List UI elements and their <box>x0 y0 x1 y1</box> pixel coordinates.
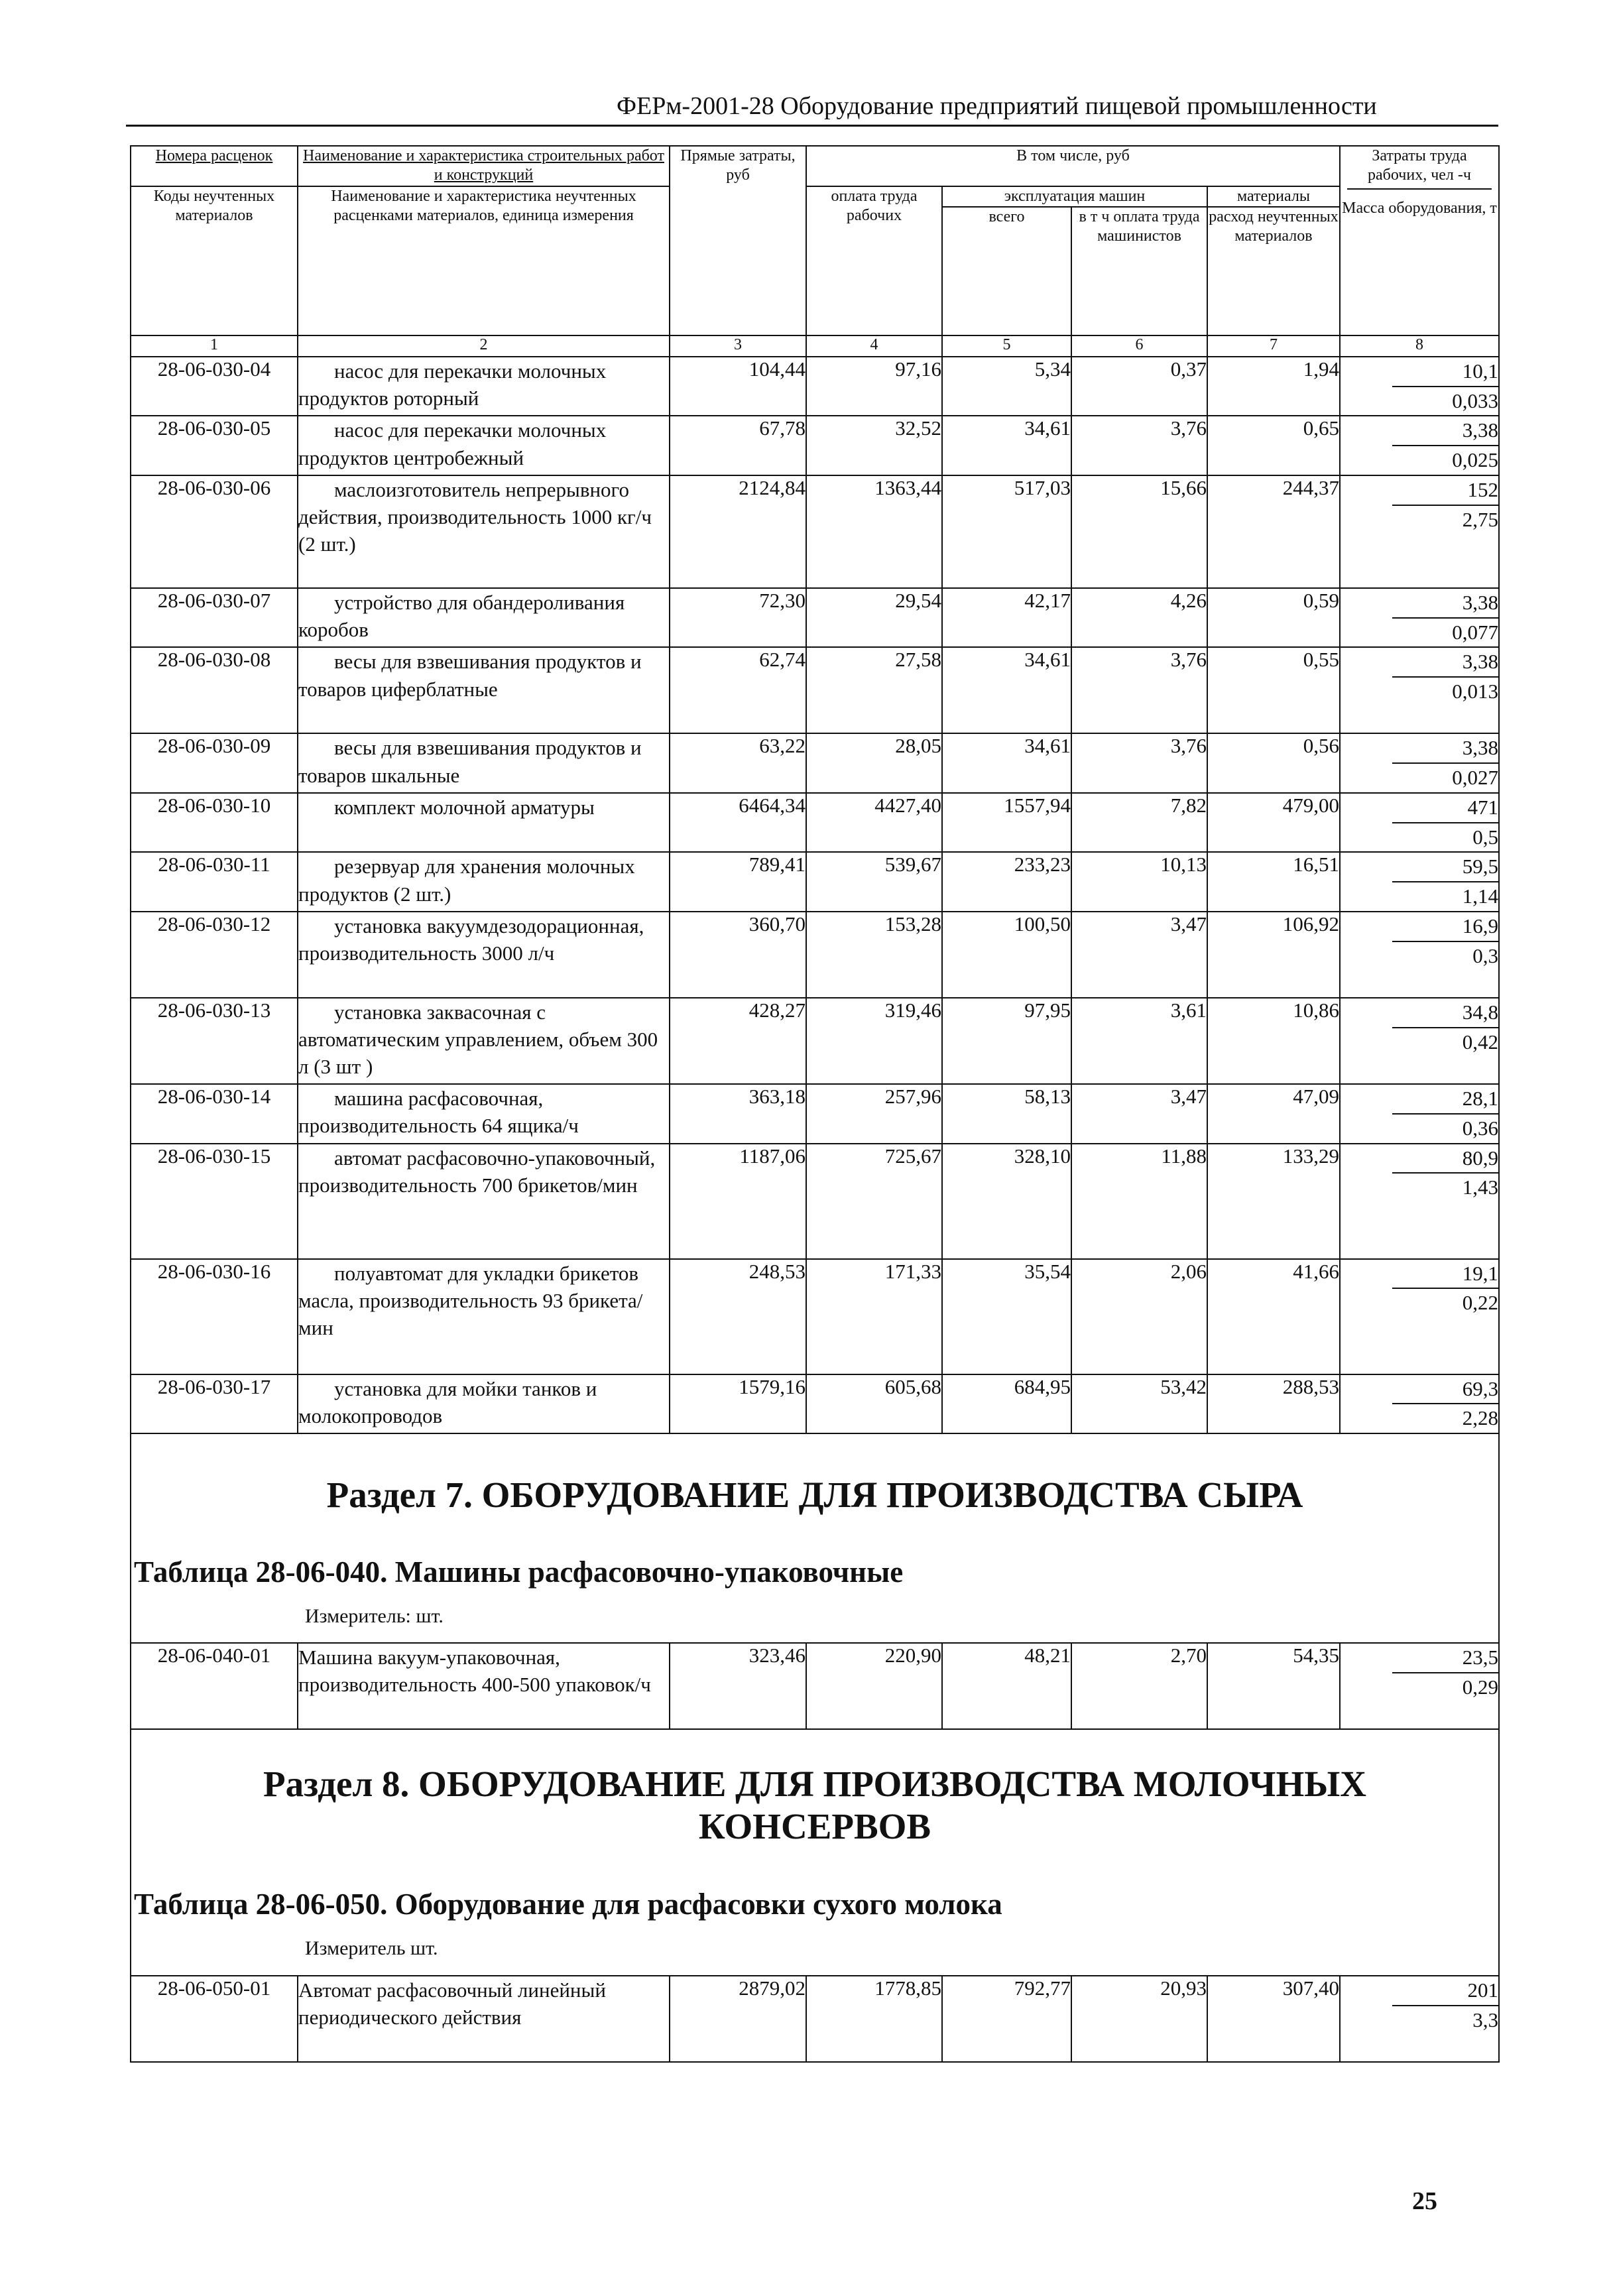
materials: 0,59 <box>1207 588 1340 648</box>
table-row <box>131 793 1499 853</box>
machinist-pay: 3,76 <box>1071 647 1207 733</box>
materials: 0,56 <box>1207 733 1340 793</box>
code-header-top: Номера расценок <box>131 146 298 186</box>
equipment-mass: 0,025 <box>1452 448 1498 472</box>
labor-mass-cell <box>1340 416 1499 475</box>
materials: 54,35 <box>1207 1643 1340 1729</box>
work-name: резервуар для хранения молочных продуктов (2 шт.) <box>298 855 635 906</box>
labor-costs: 3,38 <box>1392 589 1498 619</box>
machines-header: эксплуатация машин <box>942 186 1207 207</box>
labor-costs: 3,38 <box>1392 734 1498 764</box>
labor-mass-cell <box>1340 1976 1499 2062</box>
machines-total: 684,95 <box>942 1374 1071 1434</box>
work-name-cell <box>298 475 670 588</box>
materials: 133,29 <box>1207 1144 1340 1259</box>
labor-pay: 257,96 <box>806 1084 942 1144</box>
work-name: установка для мойки танков и молокопроводов <box>298 1376 597 1427</box>
machines-total: 34,61 <box>942 416 1071 475</box>
direct-cost: 104,44 <box>670 357 806 416</box>
equipment-mass: 1,14 <box>1462 884 1498 908</box>
materials: 479,00 <box>1207 793 1340 853</box>
equipment-mass: 0,29 <box>1462 1675 1498 1699</box>
column-number: 8 <box>1340 335 1499 357</box>
section8-cell <box>131 1729 1499 1976</box>
direct-cost: 67,78 <box>670 416 806 475</box>
machines-total: 34,61 <box>942 647 1071 733</box>
equip-mass-header: Масса оборудования, т <box>1342 199 1497 217</box>
work-name-cell <box>298 588 670 648</box>
machinist-pay: 15,66 <box>1071 475 1207 588</box>
price-table-body <box>131 146 1499 2062</box>
work-name-cell <box>298 357 670 416</box>
work-name-cell <box>298 1374 670 1434</box>
labor-pay: 171,33 <box>806 1259 942 1374</box>
machinist-pay: 2,06 <box>1071 1259 1207 1374</box>
direct-cost: 360,70 <box>670 912 806 998</box>
rate-code: 28-06-030-06 <box>131 475 298 588</box>
labor-mass-cell <box>1340 475 1499 588</box>
rate-code: 28-06-030-05 <box>131 416 298 475</box>
section7-table-title: Таблица 28-06-040. Машины расфасовочно-упаковочные <box>134 1555 904 1589</box>
labor-pay: 27,58 <box>806 647 942 733</box>
section7-cell <box>131 1433 1499 1643</box>
work-name: насос для перекачки молочных продуктов центробежный <box>298 418 607 469</box>
labor-mass-cell <box>1340 733 1499 793</box>
direct-cost: 6464,34 <box>670 793 806 853</box>
direct-cost: 363,18 <box>670 1084 806 1144</box>
labor-mass-cell <box>1340 852 1499 912</box>
equipment-mass: 0,42 <box>1462 1030 1498 1054</box>
work-name-cell <box>298 1259 670 1374</box>
equipment-mass: 2,28 <box>1462 1406 1498 1430</box>
rate-code: 28-06-030-08 <box>131 647 298 733</box>
labor-pay: 605,68 <box>806 1374 942 1434</box>
rate-code: 28-06-030-12 <box>131 912 298 998</box>
name-header-bottom: Наименование и характеристика неучтенных расценками материалов, единица измерения <box>298 186 670 335</box>
materials: 0,65 <box>1207 416 1340 475</box>
rate-code: 28-06-030-13 <box>131 998 298 1084</box>
machinist-pay-header: в т ч оплата труда машинистов <box>1071 207 1207 335</box>
labor-mass-cell <box>1340 588 1499 648</box>
table-row <box>131 1084 1499 1144</box>
rate-code: 28-06-030-15 <box>131 1144 298 1259</box>
materials: 244,37 <box>1207 475 1340 588</box>
labor-costs: 152 <box>1392 476 1498 506</box>
machinist-pay: 20,93 <box>1071 1976 1207 2062</box>
labor-mass-cell <box>1340 912 1499 998</box>
work-name: автомат расфасовочно-упаковочный, производительность 700 брикетов/мин <box>298 1146 656 1197</box>
incl-header: В том числе, руб <box>806 146 1340 186</box>
code-header-bottom: Коды неучтенных материалов <box>131 186 298 335</box>
direct-cost: 2124,84 <box>670 475 806 588</box>
labor-pay: 4427,40 <box>806 793 942 853</box>
table-row <box>131 912 1499 998</box>
work-name: Машина вакуум-упаковочная, производительность 400-500 упаковок/ч <box>298 1646 651 1697</box>
machinist-pay: 3,76 <box>1071 733 1207 793</box>
machinist-pay: 7,82 <box>1071 793 1207 853</box>
equipment-mass: 0,22 <box>1462 1291 1498 1315</box>
labor-costs: 10,1 <box>1392 357 1498 387</box>
price-table-wrapper <box>130 145 1498 2063</box>
header-row-2 <box>131 186 1499 207</box>
labor-mass-cell <box>1340 357 1499 416</box>
labor-costs: 16,9 <box>1392 912 1498 942</box>
machinist-pay: 2,70 <box>1071 1643 1207 1729</box>
work-name: весы для взвешивания продуктов и товаров циферблатные <box>298 650 642 701</box>
materials: 16,51 <box>1207 852 1340 912</box>
page-number: 25 <box>1412 2187 1437 2215</box>
table-row <box>131 647 1499 733</box>
labor-costs-header: Затраты труда рабочих, чел -ч <box>1347 147 1492 190</box>
section8-row <box>131 1729 1499 1976</box>
direct-cost: 72,30 <box>670 588 806 648</box>
labor-costs: 80,9 <box>1392 1144 1498 1174</box>
column-number: 3 <box>670 335 806 357</box>
materials-header: материалы <box>1207 186 1340 207</box>
machines-total: 5,34 <box>942 357 1071 416</box>
work-name: полуавтомат для укладки брикетов масла, производительность 93 брикета/мин <box>298 1261 643 1339</box>
work-name: машина расфасовочная, производительность 64 ящика/ч <box>298 1086 579 1138</box>
direct-cost: 63,22 <box>670 733 806 793</box>
materials: 288,53 <box>1207 1374 1340 1434</box>
labor-mass-cell <box>1340 793 1499 853</box>
labor-pay: 97,16 <box>806 357 942 416</box>
materials: 1,94 <box>1207 357 1340 416</box>
header-rule <box>126 125 1498 127</box>
column-number: 6 <box>1071 335 1207 357</box>
materials-unaccounted-header: расход неучтенных материалов <box>1207 207 1340 335</box>
machines-total: 328,10 <box>942 1144 1071 1259</box>
materials: 47,09 <box>1207 1084 1340 1144</box>
machinist-pay: 4,26 <box>1071 588 1207 648</box>
work-name-cell <box>298 733 670 793</box>
work-name: маслоизготовитель непрерывного действия, производительность 1000 кг/ч (2 шт.) <box>298 477 652 556</box>
machines-total: 34,61 <box>942 733 1071 793</box>
table-row <box>131 733 1499 793</box>
running-title: ФЕРм-2001-28 Оборудование предприятий пищевой промышленности <box>617 92 1377 120</box>
machines-total: 792,77 <box>942 1976 1071 2062</box>
rate-code: 28-06-030-09 <box>131 733 298 793</box>
labor-costs: 3,38 <box>1392 648 1498 678</box>
column-number: 2 <box>298 335 670 357</box>
work-name-cell <box>298 1643 670 1729</box>
section8-table-title: Таблица 28-06-050. Оборудование для расфасовки сухого молока <box>134 1887 1002 1921</box>
equipment-mass: 0,013 <box>1452 680 1498 703</box>
labor-mass-cell <box>1340 998 1499 1084</box>
labor-costs: 34,8 <box>1392 998 1498 1028</box>
equipment-mass: 1,43 <box>1462 1176 1498 1199</box>
direct-cost: 323,46 <box>670 1643 806 1729</box>
machines-total: 48,21 <box>942 1643 1071 1729</box>
labor-pay: 725,67 <box>806 1144 942 1259</box>
work-name-cell <box>298 1144 670 1259</box>
machines-total: 97,95 <box>942 998 1071 1084</box>
name-header-top: Наименование и характеристика строительных работ и конструкций <box>298 146 670 186</box>
work-name-cell <box>298 1084 670 1144</box>
materials: 41,66 <box>1207 1259 1340 1374</box>
machinist-pay: 3,47 <box>1071 912 1207 998</box>
work-name: весы для взвешивания продуктов и товаров шкальные <box>298 736 642 787</box>
machines-total-header: всего <box>942 207 1071 335</box>
table-row <box>131 1144 1499 1259</box>
table-row <box>131 852 1499 912</box>
work-name: комплект молочной арматуры <box>334 795 595 819</box>
work-name-cell <box>298 912 670 998</box>
direct-cost: 789,41 <box>670 852 806 912</box>
machinist-pay: 10,13 <box>1071 852 1207 912</box>
equipment-mass: 2,75 <box>1462 507 1498 531</box>
direct-cost-header: Прямые затраты, руб <box>670 146 806 335</box>
work-name-cell <box>298 647 670 733</box>
direct-cost: 62,74 <box>670 647 806 733</box>
direct-cost: 248,53 <box>670 1259 806 1374</box>
table-row <box>131 1259 1499 1374</box>
machines-total: 1557,94 <box>942 793 1071 853</box>
work-name-cell <box>298 1976 670 2062</box>
work-name: устройство для обандероливания коробов <box>298 590 625 642</box>
machinist-pay: 0,37 <box>1071 357 1207 416</box>
labor-pay: 32,52 <box>806 416 942 475</box>
rate-code: 28-06-030-10 <box>131 793 298 853</box>
table-row <box>131 998 1499 1084</box>
labor-costs: 471 <box>1392 794 1498 823</box>
column-number: 5 <box>942 335 1071 357</box>
equipment-mass: 0,033 <box>1452 389 1498 412</box>
work-name-cell <box>298 998 670 1084</box>
table-row <box>131 588 1499 648</box>
labor-mass-cell <box>1340 1084 1499 1144</box>
section8-meter: Измеритель шт. <box>305 1937 438 1959</box>
materials: 10,86 <box>1207 998 1340 1084</box>
table-row <box>131 1643 1499 1729</box>
machines-total: 233,23 <box>942 852 1071 912</box>
equipment-mass: 0,027 <box>1452 766 1498 790</box>
materials: 307,40 <box>1207 1976 1340 2062</box>
labor-pay: 220,90 <box>806 1643 942 1729</box>
machines-total: 100,50 <box>942 912 1071 998</box>
work-name-cell <box>298 793 670 853</box>
rate-code: 28-06-030-11 <box>131 852 298 912</box>
machinist-pay: 11,88 <box>1071 1144 1207 1259</box>
rate-code: 28-06-050-01 <box>131 1976 298 2062</box>
equipment-mass: 0,36 <box>1462 1116 1498 1140</box>
rate-code: 28-06-030-04 <box>131 357 298 416</box>
labor-pay: 319,46 <box>806 998 942 1084</box>
machines-total: 42,17 <box>942 588 1071 648</box>
machinist-pay: 3,47 <box>1071 1084 1207 1144</box>
price-table <box>130 145 1500 2063</box>
equipment-mass: 3,3 <box>1472 2008 1498 2031</box>
direct-cost: 1579,16 <box>670 1374 806 1434</box>
section7-row <box>131 1433 1499 1643</box>
labor-costs: 19,1 <box>1392 1260 1498 1290</box>
labor-mass-cell <box>1340 1643 1499 1729</box>
machines-total: 35,54 <box>942 1259 1071 1374</box>
labor-costs: 201 <box>1392 1976 1498 2006</box>
column-numbers-row <box>131 335 1499 357</box>
work-name: насос для перекачки молочных продуктов роторный <box>298 359 607 410</box>
rate-code: 28-06-030-14 <box>131 1084 298 1144</box>
labor-pay: 1363,44 <box>806 475 942 588</box>
machines-total: 517,03 <box>942 475 1071 588</box>
materials: 106,92 <box>1207 912 1340 998</box>
rate-code: 28-06-040-01 <box>131 1643 298 1729</box>
labor-costs: 28,1 <box>1392 1085 1498 1115</box>
section7-meter: Измеритель: шт. <box>305 1605 444 1628</box>
machinist-pay: 53,42 <box>1071 1374 1207 1434</box>
rate-code: 28-06-030-16 <box>131 1259 298 1374</box>
equipment-mass: 0,3 <box>1472 943 1498 967</box>
labor-mass-cell <box>1340 1144 1499 1259</box>
materials: 0,55 <box>1207 647 1340 733</box>
labor-costs: 3,38 <box>1392 416 1498 446</box>
labor-pay: 153,28 <box>806 912 942 998</box>
direct-cost: 2879,02 <box>670 1976 806 2062</box>
labor-pay: 1778,85 <box>806 1976 942 2062</box>
labor-pay-header: оплата труда рабочих <box>806 186 942 335</box>
labor-pay: 29,54 <box>806 588 942 648</box>
column-number: 1 <box>131 335 298 357</box>
machinist-pay: 3,61 <box>1071 998 1207 1084</box>
table-row <box>131 1976 1499 2062</box>
table-row <box>131 416 1499 475</box>
equipment-mass: 0,077 <box>1452 620 1498 644</box>
table-row <box>131 357 1499 416</box>
labor-costs: 69,3 <box>1392 1375 1498 1405</box>
work-name-cell <box>298 852 670 912</box>
work-name: Автомат расфасовочный линейный периодического действия <box>298 1978 606 2029</box>
header-row-1 <box>131 146 1499 186</box>
labor-mass-cell <box>1340 647 1499 733</box>
labor-costs: 23,5 <box>1392 1644 1498 1673</box>
labor-mass-cell <box>1340 1374 1499 1434</box>
machinist-pay: 3,76 <box>1071 416 1207 475</box>
machines-total: 58,13 <box>942 1084 1071 1144</box>
labor-pay: 28,05 <box>806 733 942 793</box>
work-name: установка заквасочная с автоматическим управлением, объем 300 л (3 шт ) <box>298 1000 658 1079</box>
rate-code: 28-06-030-07 <box>131 588 298 648</box>
labor-pay: 539,67 <box>806 852 942 912</box>
column-number: 4 <box>806 335 942 357</box>
labor-mass-header <box>1340 146 1499 335</box>
table-row <box>131 475 1499 588</box>
direct-cost: 428,27 <box>670 998 806 1084</box>
direct-cost: 1187,06 <box>670 1144 806 1259</box>
table-row <box>131 1374 1499 1434</box>
rate-code: 28-06-030-17 <box>131 1374 298 1434</box>
labor-costs: 59,5 <box>1392 853 1498 882</box>
section7-title: Раздел 7. ОБОРУДОВАНИЕ ДЛЯ ПРОИЗВОДСТВА СЫРА <box>326 1475 1303 1516</box>
work-name-cell <box>298 416 670 475</box>
section8-title: Раздел 8. ОБОРУДОВАНИЕ ДЛЯ ПРОИЗВОДСТВА МОЛОЧНЫХ КОНСЕРВОВ <box>263 1764 1366 1847</box>
equipment-mass: 0,5 <box>1472 825 1498 849</box>
column-number: 7 <box>1207 335 1340 357</box>
work-name: установка вакуумдезодорационная, производительность 3000 л/ч <box>298 914 644 965</box>
labor-mass-cell <box>1340 1259 1499 1374</box>
